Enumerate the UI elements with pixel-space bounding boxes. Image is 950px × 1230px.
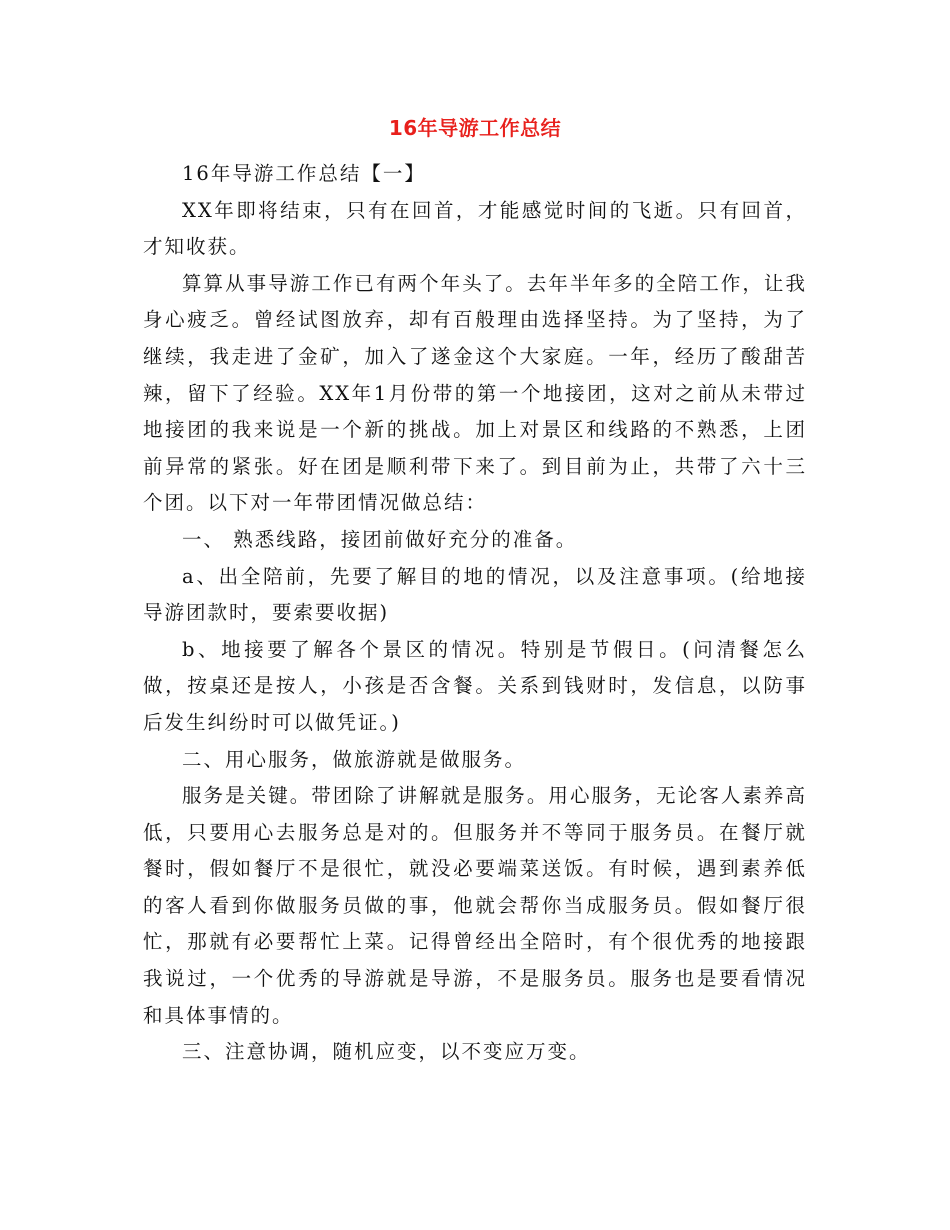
paragraph: XX年即将结束，只有在回首，才能感觉时间的飞逝。只有回首，才知收获。 bbox=[143, 198, 807, 259]
list-item: a、出全陪前，先要了解目的地的情况，以及注意事项。(给地接导游团款时，要索要收据) bbox=[143, 564, 807, 625]
paragraph: 算算从事导游工作已有两个年头了。去年半年多的全陪工作，让我身心疲乏。曾经试图放弃，却有百般理由选择坚持。为了坚持，为了继续，我走进了金矿，加入了遂金这个大家庭。一年，经历了酸甜苦辣，留下了经验。XX年1月份带的第一个地接团，这对之前从未带过地接团的我来说是一个新的挑战。加上对景区和线路的不熟悉，上团前异常的紧张。好在团是顺利带下来了。到目前为止，共带了六十三个团。以下对一年带团情况做总结： bbox=[143, 271, 807, 515]
list-heading: 三、注意协调，随机应变，以不变应万变。 bbox=[182, 1040, 591, 1064]
section-heading: 16年导游工作总结【一】 bbox=[182, 162, 426, 185]
list-heading: 一、 熟悉线路，接团前做好充分的准备。 bbox=[182, 527, 578, 551]
list-item: b、地接要了解各个景区的情况。特别是节假日。(问清餐怎么做，按桌还是按人，小孩是否含餐。关系到钱财时，发信息，以防事后发生纠纷时可以做凭证。) bbox=[143, 637, 807, 734]
paragraph: 服务是关键。带团除了讲解就是服务。用心服务，无论客人素养高低，只要用心去服务总是对的。但服务并不等同于服务员。在餐厅就餐时，假如餐厅不是很忙，就没必要端菜送饭。有时候，遇到素养低的客人看到你做服务员做的事，他就会帮你当成服务员。假如餐厅很忙，那就有必要帮忙上菜。记得曾经出全陪时，有个很优秀的地接跟我说过，一个优秀的导游就是导游，不是服务员。服务也是要看情况和具体事情的。 bbox=[143, 784, 807, 1027]
document-title: 16年导游工作总结 bbox=[388, 116, 562, 140]
list-heading: 二、用心服务，做旅游就是做服务。 bbox=[182, 747, 527, 771]
document-body bbox=[143, 156, 807, 1071]
